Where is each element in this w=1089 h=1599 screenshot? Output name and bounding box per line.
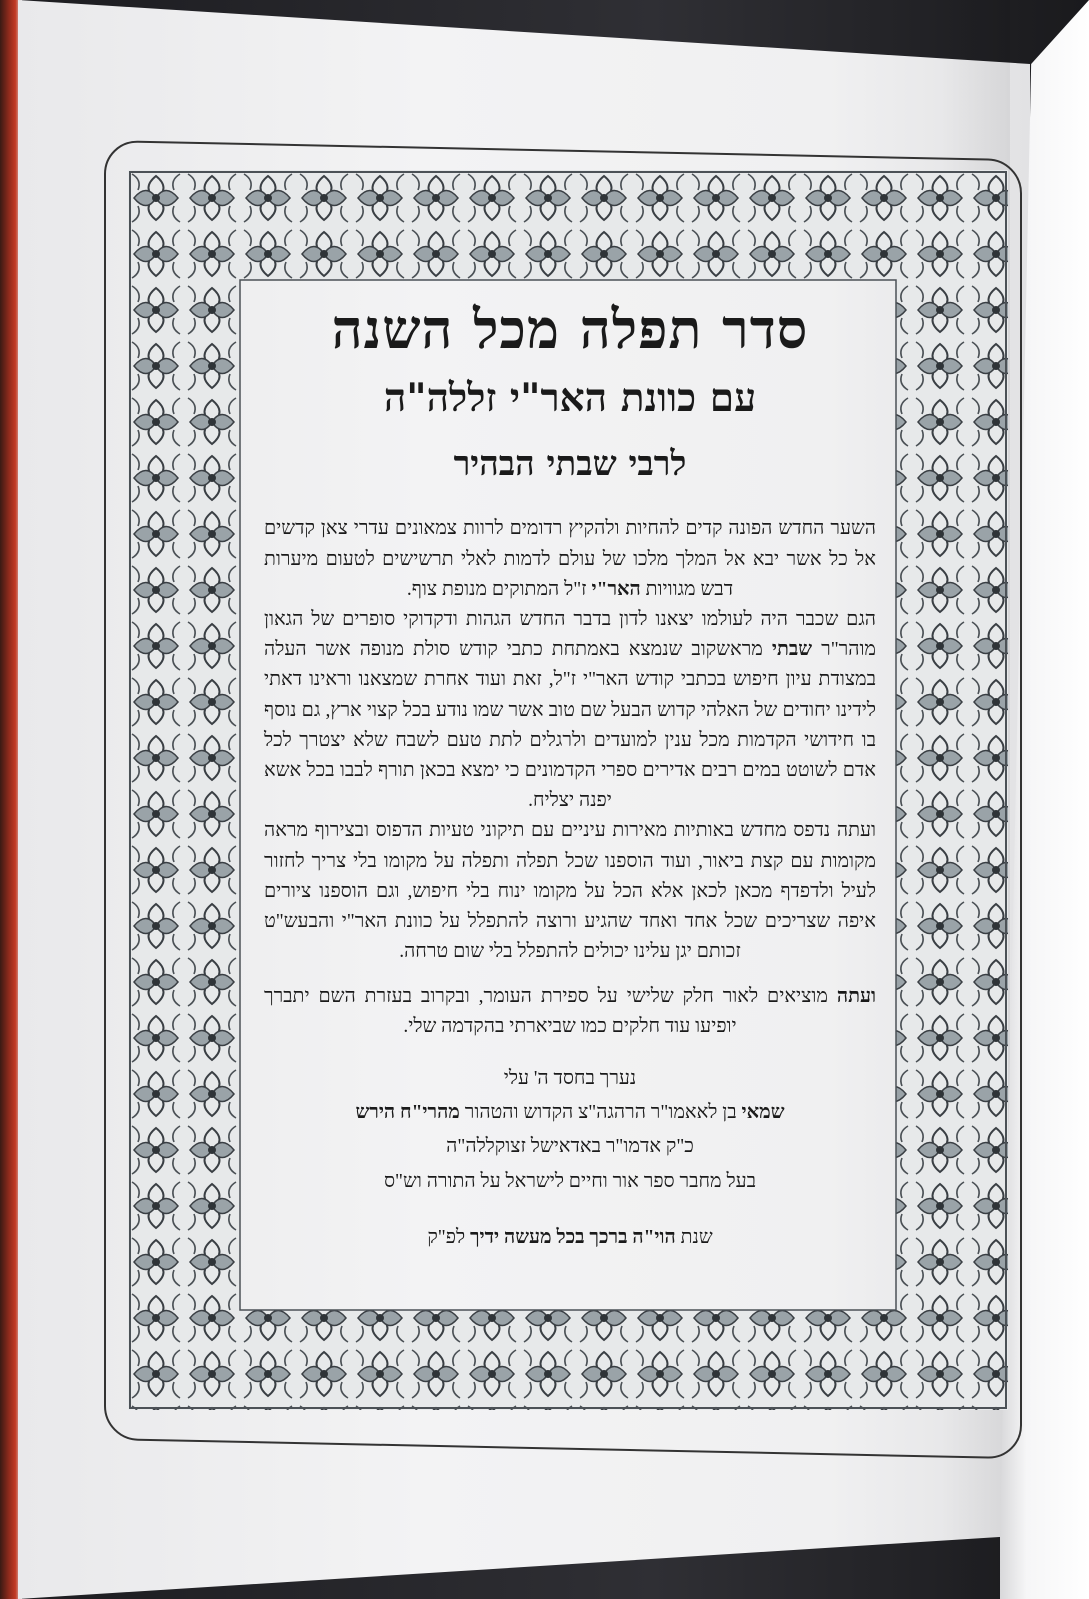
intro-paragraph-3: ועתה נדפס מחדש באותיות מאירות עיניים עם תיקוני טעיות הדפוס ובצירוף מראה מקומות עם קצת ביאור, ועוד הוספנו שכל תפלה ותפלה על מקומו בלי צריך לחזור לעיל ולדפדף מכאן לכאן אלא הכל על מקומו ינוח בלי חיפוש, וגם הוספנו ציורים איפה שצריכים שכל אחד ואחד שהגיע ורוצה להתפלל על כוונת האר"י והבעש"ט זכותם יגן עלינו יכולים להתפלל בלי שום טרחה. — [264, 820, 876, 963]
book-author: לרבי שבתי הבהיר — [453, 444, 687, 485]
signature-line-2: שמאי בן לאאמו"ר הרהגה"צ הקדוש והטהור מהרי"ח הירש — [355, 1102, 785, 1124]
intro-paragraph-1: השער החדש הפונה קדים להחיות ולהקיץ רדומים לרוות צמאונים עדרי צאן קדשים אל כל אשר יבא אל המלך מלכו של עולם לדמות לאלי תרשישים לטעום מיערות דבש מגוויות האר"י ז"ל המתוקים מנופת צוף. — [264, 518, 876, 600]
intro-paragraph-2: הגם שכבר היה לעולמו יצאנו לדון בדבר החדש הגהות ודקדוקי סופרים של הגאון מוהר"ר שבתי מראשקוב שנמצא באמתחת כתבי קודש סולת מנופה אשר העלה במצודת עיון חיפוש בכתבי קודש האר"י ז"ל, זאת ועוד אחרת שמצאנו וראינו דאתי לידינו יחודים של האלהי קדוש הבעל שם טוב אשר שמו נודע בכל קצוי ארץ, גם נוסף בו חידושי הקדמות מכל ענין למועדים ולרגלים לתת טעם לשבח שלא יצטרך לכל אדם לשוטט במים רבים אדירים ספרי הקדמונים כי ימצא בכאן תורף לבבו בכל אשא יפנה יצליח. — [264, 608, 876, 812]
book-title: סדר תפלה מכל השנה — [331, 297, 809, 361]
signature-line-3: כ"ק אדמו"ר באדאישל זצוקללה"ה — [446, 1136, 694, 1158]
publication-year: שנת הוי"ה ברכך בכל מעשה ידיך לפ"ק — [427, 1226, 713, 1248]
title-page-content — [250, 290, 890, 1310]
book-subtitle: עם כוונת האר"י זללה"ה — [383, 375, 757, 422]
editor-signature — [250, 1064, 890, 1197]
signature-line-1: נערך בחסד ה' עלי — [503, 1068, 637, 1089]
intro-paragraph-4: ועתה מוציאים לאור חלק שלישי על ספירת העומר, ובקרוב בעזרת השם יתברך יופיעו עוד חלקים כמו שביארתי בהקדמה שלי. — [264, 985, 876, 1037]
signature-line-4: בעל מחבר ספר אור וחיים לישראל על התורה וש"ס — [383, 1170, 757, 1192]
